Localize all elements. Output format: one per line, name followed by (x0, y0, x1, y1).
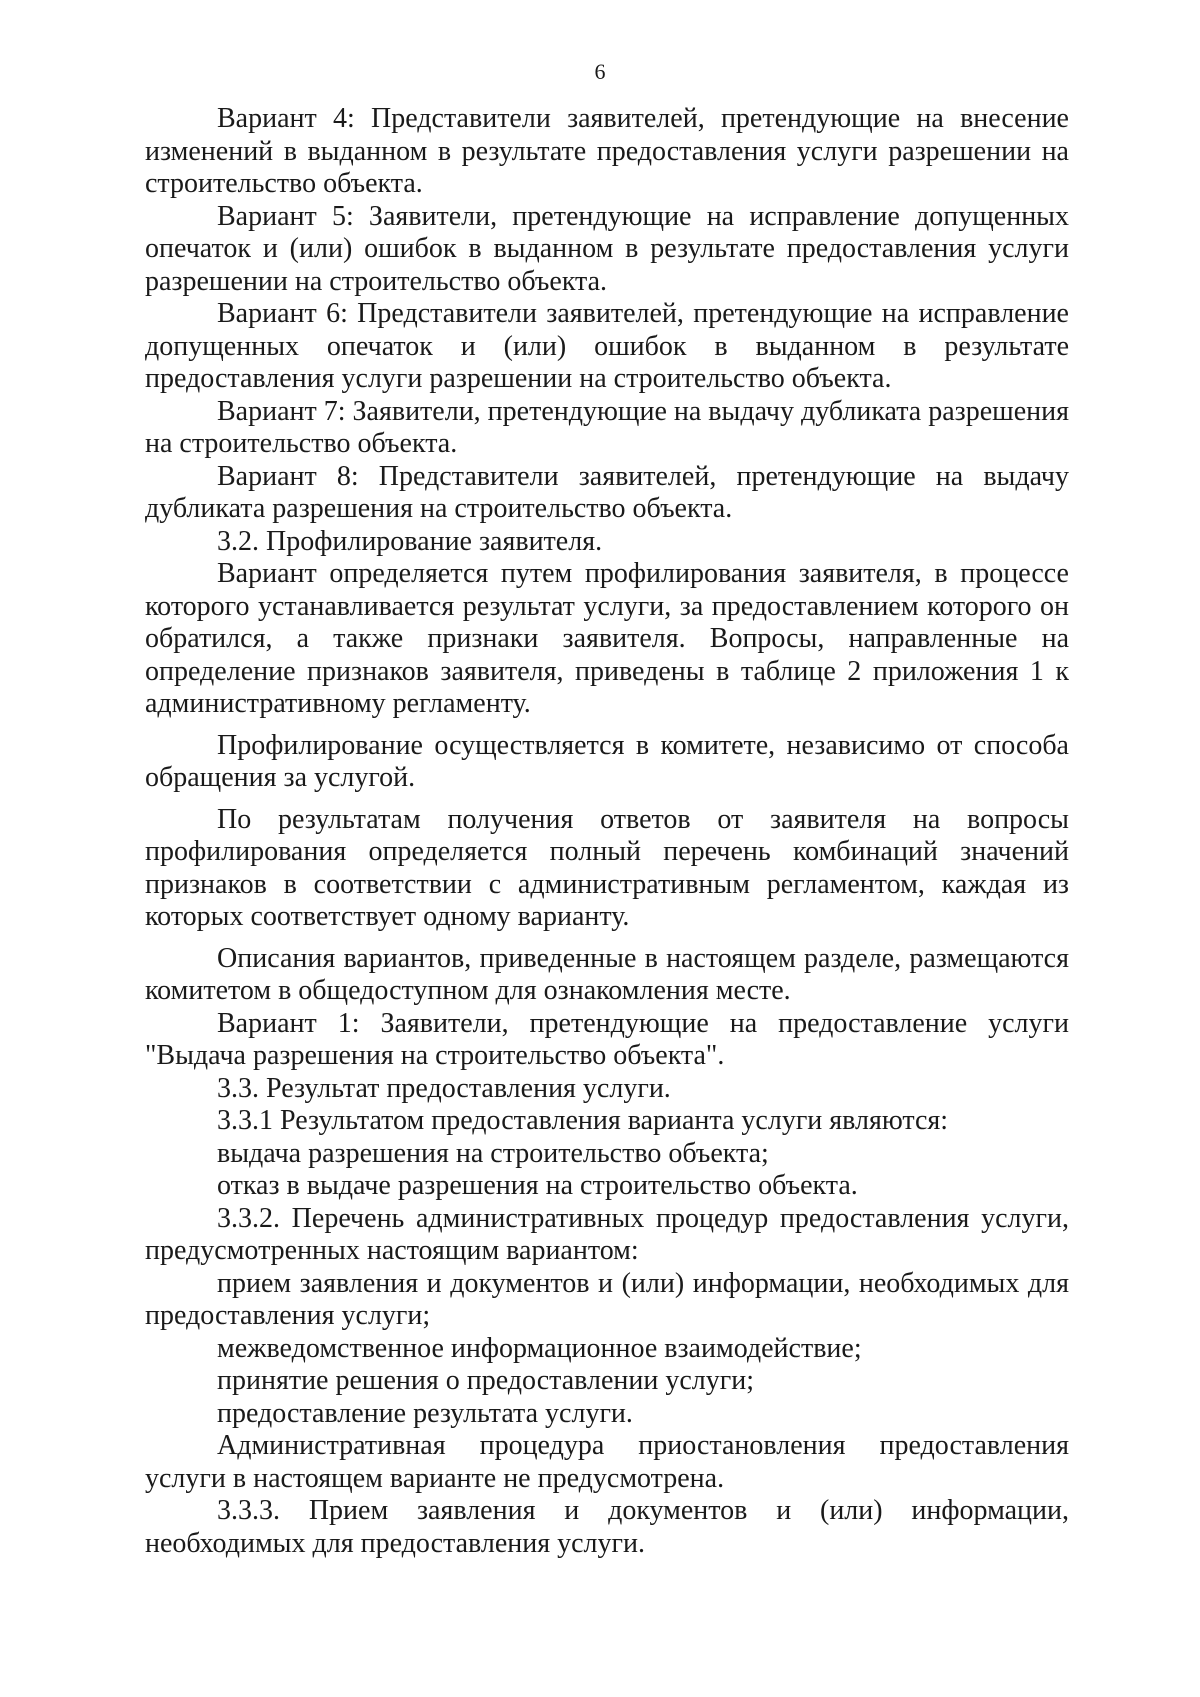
paragraph-variant-7: Вариант 7: Заявители, претендующие на выдачу дубликата разрешения на строительство объекта. (145, 395, 1069, 459)
list-item-procedure-decision: принятие решения о предоставлении услуги; (217, 1365, 755, 1396)
paragraph-suspension-note: Административная процедура приостановления предоставления услуги в настоящем варианте не предусмотрена. (145, 1430, 1069, 1494)
section-heading-3-3-3: 3.3.3. Прием заявления и документов и (или) информации, необходимых для предоставления услуги. (145, 1495, 1069, 1559)
paragraph-variant-8: Вариант 8: Представители заявителей, претендующие на выдачу дубликата разрешения на строительство объекта. (145, 460, 1069, 524)
list-item-procedure-interaction: межведомственное информационное взаимодействие; (217, 1332, 862, 1364)
section-heading-3-3: 3.3. Результат предоставления услуги. (217, 1072, 671, 1104)
list-item-result-refusal: отказ в выдаче разрешения на строительство объекта. (217, 1170, 858, 1201)
page-number: 6 (594, 59, 606, 84)
paragraph-variant-4: Вариант 4: Представители заявителей, претендующие на внесение изменений в выданном в результате предоставления услуги разрешении на строительство объекта. (145, 103, 1069, 199)
paragraph-variant-6: Вариант 6: Представители заявителей, претендующие на исправление допущенных опечаток и (или) ошибок в выданном в результате предоставления услуги разрешении на строительство объекта. (145, 298, 1069, 394)
section-heading-3-3-1: 3.3.1 Результатом предоставления варианта услуги являются: (217, 1105, 949, 1136)
paragraph-variant-definition: Вариант определяется путем профилирования заявителя, в процессе которого устанавливается результат услуги, за предоставлением которого он обратился, а также признаки заявителя. Вопросы, направленные на определение признаков заявителя, приведены в таблице 2 приложения 1 к административному регламенту. (145, 558, 1069, 719)
paragraph-profiling-location: Профилирование осуществляется в комитете, независимо от способа обращения за услугой. (145, 729, 1069, 793)
paragraph-profiling-results: По результатам получения ответов от заявителя на вопросы профилирования определяется полный перечень комбинаций значений признаков в соответствии с административным регламентом, каждая из которых соответствует одному варианту. (145, 803, 1069, 932)
document-body (145, 103, 1069, 1560)
list-item-procedure-reception: прием заявления и документов и (или) информации, необходимых для предоставления услуги; (145, 1267, 1069, 1331)
list-item-procedure-delivery: предоставление результата услуги. (217, 1397, 633, 1429)
paragraph-variant-1: Вариант 1: Заявители, претендующие на предоставление услуги "Выдача разрешения на строительство объекта". (145, 1007, 1069, 1071)
paragraph-variant-descriptions: Описания вариантов, приведенные в настоящем разделе, размещаются комитетом в общедоступном для ознакомления месте. (145, 942, 1069, 1006)
list-item-result-issue: выдача разрешения на строительство объекта; (217, 1137, 769, 1169)
section-heading-3-2: 3.2. Профилирование заявителя. (217, 525, 603, 557)
paragraph-variant-5: Вариант 5: Заявители, претендующие на исправление допущенных опечаток и (или) ошибок в выданном в результате предоставления услуги разрешении на строительство объекта. (145, 200, 1069, 297)
section-heading-3-3-2: 3.3.2. Перечень административных процедур предоставления услуги, предусмотренных настоящим вариантом: (145, 1202, 1069, 1266)
